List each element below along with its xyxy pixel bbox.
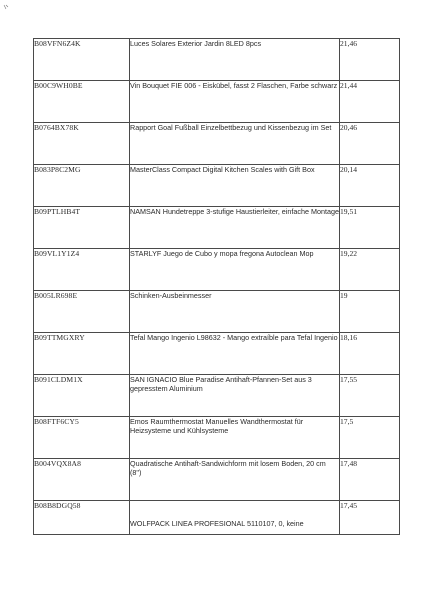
product-description: STARLYF Juego de Cubo y mopa fregona Autoclean Mop xyxy=(130,249,340,291)
product-description: Quadratische Antihaft-Sandwichform mit losem Boden, 20 cm (8") xyxy=(130,459,340,501)
product-id: B08VFN6Z4K xyxy=(34,39,130,81)
product-price: 21,46 xyxy=(340,39,400,81)
product-price: 17,55 xyxy=(340,375,400,417)
product-id: B08B8DGQ58 xyxy=(34,501,130,535)
product-id: B08FTF6CY5 xyxy=(34,417,130,459)
product-price: 17,5 xyxy=(340,417,400,459)
table-row xyxy=(34,123,400,165)
product-description: Tefal Mango Ingenio L98632 - Mango extraíble para Tefal Ingenio xyxy=(130,333,340,375)
table-row xyxy=(34,375,400,417)
product-id: B091CLDM1X xyxy=(34,375,130,417)
product-price: 19,22 xyxy=(340,249,400,291)
product-description: Luces Solares Exterior Jardin 8LED 8pcs xyxy=(130,39,340,81)
table-row xyxy=(34,165,400,207)
product-price: 21,44 xyxy=(340,81,400,123)
product-description: WOLFPACK LINEA PROFESIONAL 5110107, 0, keine xyxy=(130,501,340,535)
product-id: B083P8C2MG xyxy=(34,165,130,207)
product-price: 20,14 xyxy=(340,165,400,207)
table-row xyxy=(34,501,400,535)
table-row xyxy=(34,333,400,375)
product-description: Vin Bouquet FIE 006 - Eiskübel, fasst 2 Flaschen, Farbe schwarz xyxy=(130,81,340,123)
product-description: NAMSAN Hundetreppe 3-stufige Haustierleiter, einfache Montage xyxy=(130,207,340,249)
table-row xyxy=(34,459,400,501)
product-description: Rapport Goal Fußball Einzelbettbezug und Kissenbezug im Set xyxy=(130,123,340,165)
table-row xyxy=(34,291,400,333)
product-id: B005LR698E xyxy=(34,291,130,333)
product-description: SAN IGNACIO Blue Paradise Antihaft-Pfannen-Set aus 3 gepresstem Aluminium xyxy=(130,375,340,417)
product-id: B00C9WH0BE xyxy=(34,81,130,123)
product-id: B09VL1Y1Z4 xyxy=(34,249,130,291)
table-row xyxy=(34,81,400,123)
product-id: B0764BX78K xyxy=(34,123,130,165)
product-id: B09PTLHB4T xyxy=(34,207,130,249)
product-price: 18,16 xyxy=(340,333,400,375)
table-row xyxy=(34,39,400,81)
product-table xyxy=(33,38,400,535)
table-row xyxy=(34,417,400,459)
product-description: Schinken-Ausbeinmesser xyxy=(130,291,340,333)
product-price: 17,48 xyxy=(340,459,400,501)
scan-corner-mark xyxy=(3,4,9,10)
product-price: 19,51 xyxy=(340,207,400,249)
product-description: MasterClass Compact Digital Kitchen Scales with Gift Box xyxy=(130,165,340,207)
product-description: Emos Raumthermostat Manuelles Wandthermostat für Heizsysteme und Kühlsysteme xyxy=(130,417,340,459)
product-price: 19 xyxy=(340,291,400,333)
table-row xyxy=(34,249,400,291)
product-id: B004VQX8A8 xyxy=(34,459,130,501)
product-price: 20,46 xyxy=(340,123,400,165)
product-id: B09TTMGXRY xyxy=(34,333,130,375)
product-price: 17,45 xyxy=(340,501,400,535)
table-row xyxy=(34,207,400,249)
